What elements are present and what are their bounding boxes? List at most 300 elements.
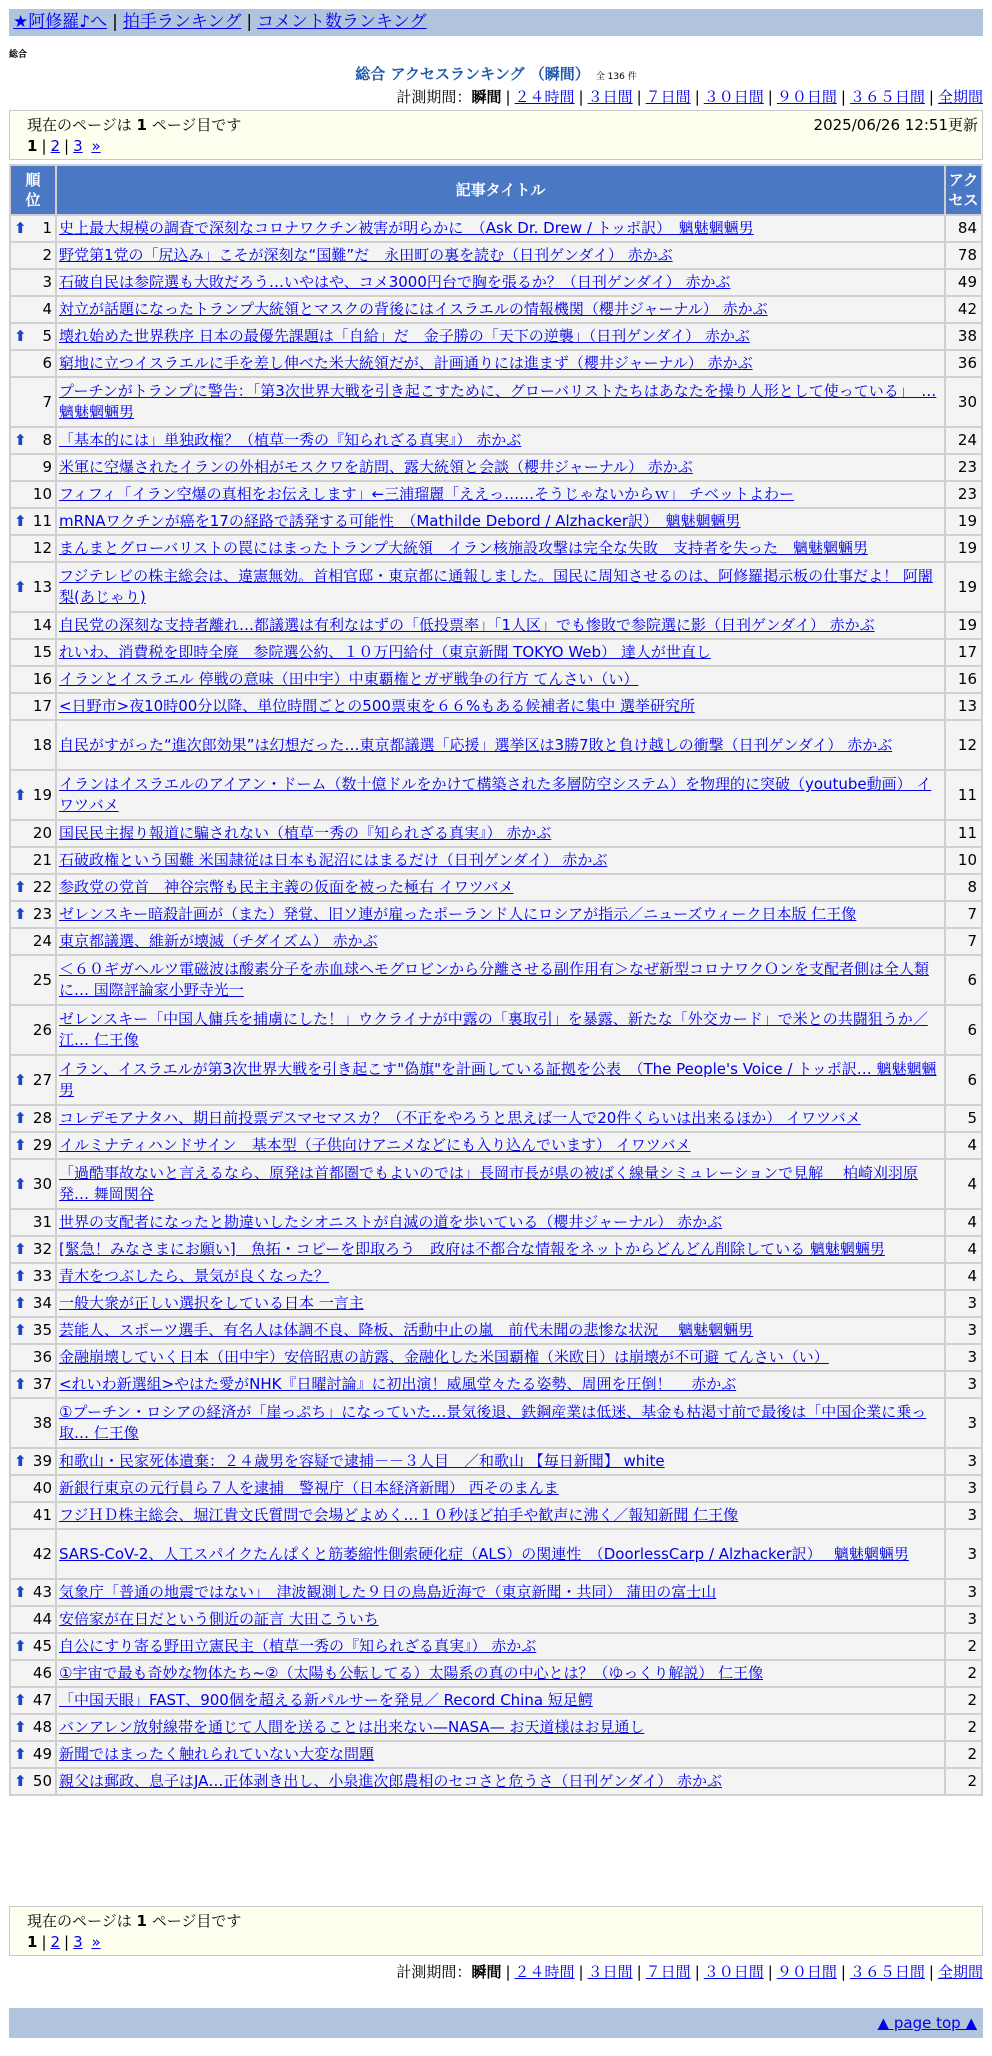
period-link[interactable]: ３日間 — [587, 88, 633, 106]
period-label: 計測期間： — [396, 1963, 472, 1981]
article-link[interactable]: ①宇宙で最も奇妙な物体たち~②（太陽も公転してる）太陽系の真の中心とは？（ゆっくり解説） 仁王像 — [59, 1664, 764, 1682]
rank-up-icon: ⬆ — [14, 1691, 27, 1709]
rank-cell — [11, 1210, 55, 1235]
title-cell — [57, 1345, 944, 1370]
rank-cell — [11, 1530, 55, 1578]
access-count: 3 — [946, 1399, 981, 1447]
period-link[interactable]: ３６５日間 — [849, 1963, 925, 1981]
rank-number: 11 — [32, 512, 52, 530]
pager-link[interactable]: 3 — [73, 137, 83, 155]
rank-up-icon: ⬆ — [14, 219, 27, 237]
title-cell — [57, 613, 944, 638]
rank-up-icon: ⬆ — [14, 1772, 27, 1790]
rank-number: 5 — [42, 327, 52, 345]
title-cell — [57, 721, 944, 769]
access-count: 3 — [946, 1476, 981, 1501]
article-link[interactable]: 野党第1党の「尻込み」こそが深刻な“国難”だ 永田町の裏を読む（日刊ゲンダイ） 赤かぶ — [59, 246, 673, 264]
article-link[interactable]: 「基本的には」単独政権？（植草一秀の『知られざる真実』） 赤かぶ — [59, 431, 522, 449]
rank-cell — [11, 1056, 55, 1104]
period-link[interactable]: ３０日間 — [703, 88, 764, 106]
rank-up-icon: ⬆ — [14, 1583, 27, 1601]
article-link[interactable]: 東京都議選、維新が壊滅（チダイズム） 赤かぶ — [59, 932, 378, 950]
article-link[interactable]: ゼレンスキー暗殺計画が（また）発覚、旧ソ連が雇ったポーランド人にロシアが指示／ニューズウィーク日本版 仁王像 — [59, 905, 857, 923]
access-count: 2 — [946, 1769, 981, 1794]
rank-up-icon: ⬆ — [14, 1136, 27, 1154]
rank-up-icon: ⬆ — [14, 1375, 27, 1393]
rank-cell — [11, 1661, 55, 1686]
title-cell — [57, 324, 944, 349]
rank-cell — [11, 1291, 55, 1316]
pager-current: 1 — [27, 137, 38, 155]
article-link[interactable]: ＜６０ギガヘルツ電磁波は酸素分子を赤血球ヘモグロビンから分離させる副作用有＞なぜ新型コロナワクＯンを支配者側は全人類に… 国際評論家小野寺光一 — [59, 960, 930, 999]
table-row — [11, 1607, 981, 1632]
comment-ranking-link[interactable]: コメント数ランキング — [257, 12, 427, 32]
rank-number: 27 — [32, 1070, 52, 1089]
access-count: 36 — [946, 351, 981, 376]
rank-up-icon: ⬆ — [14, 1070, 27, 1089]
article-link[interactable]: プーチンがトランプに警告：「第3次世界大戦を引き起こすために、グローバリストたちはあなたを操り人形として使っている」 … 魑魅魍魎男 — [59, 382, 937, 421]
period-link[interactable]: ２４時間 — [514, 1963, 575, 1981]
period-separator: | — [578, 1963, 584, 1981]
table-row — [11, 1580, 981, 1605]
clap-ranking-link[interactable]: 拍手ランキング — [122, 12, 242, 32]
rank-number: 7 — [42, 392, 52, 411]
pager-next[interactable]: » — [91, 1933, 101, 1951]
rank-number: 23 — [32, 905, 52, 923]
table-row — [11, 1106, 981, 1131]
rank-number: 34 — [32, 1294, 52, 1312]
rank-cell — [11, 1449, 55, 1474]
table-row — [11, 771, 981, 819]
access-count: 3 — [946, 1372, 981, 1397]
rank-cell — [11, 1318, 55, 1343]
period-link[interactable]: 全期間 — [937, 88, 983, 106]
access-count: 3 — [946, 1291, 981, 1316]
access-count: 3 — [946, 1530, 981, 1578]
table-row — [11, 216, 981, 241]
period-link[interactable]: ２４時間 — [514, 88, 575, 106]
access-count: 49 — [946, 270, 981, 295]
title-cell — [57, 536, 944, 561]
rank-number: 29 — [32, 1136, 52, 1154]
rank-up-icon: ⬆ — [14, 1109, 27, 1127]
table-row — [11, 455, 981, 480]
rank-up-icon: ⬆ — [14, 878, 27, 896]
article-link[interactable]: ①プーチン・ロシアの経済が「崖っぷち」になっていた…景気後退、鉄鋼産業は低迷、基金も枯渇寸前で最後は「中国企業に乗っ取… 仁王像 — [59, 1403, 927, 1442]
rank-number: 18 — [32, 735, 52, 754]
rank-cell — [11, 297, 55, 322]
title-cell — [57, 956, 944, 1004]
rank-cell — [11, 1133, 55, 1158]
table-row — [11, 1318, 981, 1343]
title-header: 記事タイトル — [57, 166, 944, 214]
article-link[interactable]: [緊急！みなさまにお願い] 魚拓・コピーを即取ろう 政府は不都合な情報をネットからどんどん削除している 魑魅魍魎男 — [59, 1240, 885, 1258]
article-link[interactable]: イランはイスラエルのアイアン・ドーム（数十億ドルをかけて構築された多層防空システム）を物理的に突破（youtube動画） イワツバメ — [59, 775, 932, 814]
rank-cell — [11, 1006, 55, 1054]
page-title: 総合 アクセスランキング （瞬間） — [355, 65, 590, 83]
table-row — [11, 1742, 981, 1767]
title-cell — [57, 1607, 944, 1632]
article-link[interactable]: コレデモアナタハ、期日前投票デスマセマスカ？（不正をやろうと思えば一人で20件くらいは出来るほか） イワツバメ — [59, 1109, 861, 1127]
pager-separator: | — [64, 1933, 70, 1951]
rank-up-icon: ⬆ — [14, 905, 27, 923]
article-link[interactable]: 対立が話題になったトランプ大統領とマスクの背後にはイスラエルの情報機関（櫻井ジャーナル） 赤かぶ — [59, 300, 768, 318]
article-link[interactable]: フジＨＤ株主総会、堀江貴文氏質問で会場どよめく…１０秒ほど拍手や歓声に沸く／報知新聞 仁王像 — [59, 1506, 739, 1524]
table-row — [11, 351, 981, 376]
table-row — [11, 509, 981, 534]
rank-number: 43 — [32, 1583, 52, 1601]
title-cell — [57, 875, 944, 900]
title-cell — [57, 428, 944, 453]
rank-number: 32 — [32, 1240, 52, 1258]
rank-number: 22 — [32, 878, 52, 896]
table-row — [11, 694, 981, 719]
rank-up-icon: ⬆ — [14, 1294, 27, 1312]
title-cell — [57, 351, 944, 376]
table-row — [11, 721, 981, 769]
period-link[interactable]: 全期間 — [937, 1963, 983, 1981]
article-link[interactable]: 石破自民は参院選も大敗だろう…いやはや、コメ3000円台で胸を張るか？（日刊ゲンダイ） 赤かぶ — [59, 273, 731, 291]
page-title-row — [9, 63, 983, 84]
rank-number: 19 — [32, 785, 52, 804]
rank-up-icon: ⬆ — [14, 1240, 27, 1258]
rank-number: 28 — [32, 1109, 52, 1127]
article-link[interactable]: 史上最大規模の調査で深刻なコロナワクチン被害が明らかに （Ask Dr. Drew / トッポ訳） 魑魅魍魎男 — [59, 219, 754, 237]
rank-cell — [11, 1688, 55, 1713]
title-cell — [57, 821, 944, 846]
table-row — [11, 1291, 981, 1316]
article-link[interactable]: 窮地に立つイスラエルに手を差し伸べた米大統領だが、計画通りには進まず（櫻井ジャーナル） 赤かぶ — [59, 354, 753, 372]
article-link[interactable]: イランとイスラエル 停戦の意味（田中宇）中東覇権とガザ戦争の行方 てんさい（い） — [59, 670, 639, 688]
table-row — [11, 1345, 981, 1370]
rank-number: 2 — [42, 246, 52, 264]
top-nav-bar — [9, 9, 983, 36]
title-cell — [57, 563, 944, 611]
article-link[interactable]: 自民党の深刻な支持者離れ…都議選は有利なはずの「低投票率」「1人区」でも惨敗で参院選に影（日刊ゲンダイ） 赤かぶ — [59, 616, 875, 634]
rank-up-icon: ⬆ — [14, 1452, 27, 1470]
title-cell — [57, 902, 944, 927]
period-separator: | — [694, 1963, 700, 1981]
rank-number: 47 — [32, 1691, 52, 1709]
rank-up-icon: ⬆ — [14, 1321, 27, 1339]
article-link[interactable]: <れいわ新選組>やはた愛がNHK『日曜討論』に初出演！威風堂々たる姿勢、周囲を圧倒！ 赤かぶ — [59, 1375, 737, 1393]
rank-cell — [11, 428, 55, 453]
access-count: 23 — [946, 455, 981, 480]
period-separator: | — [636, 88, 642, 106]
period-separator: | — [767, 1963, 773, 1981]
rank-cell — [11, 1237, 55, 1262]
period-current: 瞬間 — [471, 88, 502, 106]
rank-number: 10 — [32, 485, 52, 503]
access-count: 10 — [946, 848, 981, 873]
rank-cell — [11, 640, 55, 665]
rank-cell — [11, 821, 55, 846]
access-count: 8 — [946, 875, 981, 900]
rank-number: 45 — [32, 1637, 52, 1655]
title-cell — [57, 216, 944, 241]
period-separator: | — [767, 88, 773, 106]
title-cell — [57, 1688, 944, 1713]
title-cell — [57, 297, 944, 322]
access-count: 2 — [946, 1661, 981, 1686]
period-selector-top — [396, 86, 983, 107]
table-row — [11, 1503, 981, 1528]
rank-up-icon: ⬆ — [14, 577, 27, 596]
rank-cell — [11, 1503, 55, 1528]
access-count: 4 — [946, 1133, 981, 1158]
table-row — [11, 1661, 981, 1686]
article-link[interactable]: 気象庁「普通の地震ではない」 津波観測した９日の鳥島近海で（東京新聞・共同） 蒲田の富士山 — [59, 1583, 717, 1601]
table-row — [11, 848, 981, 873]
table-row — [11, 482, 981, 507]
rank-number: 14 — [32, 616, 52, 634]
table-row — [11, 563, 981, 611]
article-link[interactable]: 壊れ始めた世界秩序 日本の最優先課題は「自給」だ 金子勝の「天下の逆襲」（日刊ゲンダイ） 赤かぶ — [59, 327, 750, 345]
period-link[interactable]: ７日間 — [645, 88, 691, 106]
rank-cell — [11, 378, 55, 426]
table-row — [11, 243, 981, 268]
access-count: 4 — [946, 1210, 981, 1235]
rank-cell — [11, 1399, 55, 1447]
rank-number: 26 — [32, 1020, 52, 1039]
title-cell — [57, 270, 944, 295]
table-row — [11, 1769, 981, 1794]
rank-number: 4 — [42, 300, 52, 318]
access-count: 12 — [946, 721, 981, 769]
table-row — [11, 270, 981, 295]
period-selector-bottom — [396, 1961, 983, 1982]
period-separator: | — [840, 88, 846, 106]
table-row — [11, 956, 981, 1004]
article-link[interactable]: 芸能人、スポーツ選手、有名人は体調不良、降板、活動中止の嵐 前代未聞の悲惨な状況 魑魅魍魎男 — [59, 1321, 754, 1339]
article-link[interactable]: イルミナティハンドサイン 基本型（子供向けアニメなどにも入り込んでいます） イワツバメ — [59, 1136, 691, 1154]
period-separator: | — [694, 88, 700, 106]
rank-header: 順位 — [11, 166, 55, 214]
period-separator: | — [928, 88, 934, 106]
rank-cell — [11, 351, 55, 376]
period-link[interactable]: ７日間 — [645, 1963, 691, 1981]
table-row — [11, 902, 981, 927]
table-row — [11, 1399, 981, 1447]
title-cell — [57, 1503, 944, 1528]
rank-cell — [11, 1160, 55, 1208]
rank-cell — [11, 1769, 55, 1794]
pager-link[interactable]: 2 — [50, 1933, 61, 1951]
rank-cell — [11, 1345, 55, 1370]
rank-cell — [11, 956, 55, 1004]
rank-number: 49 — [32, 1745, 52, 1763]
rank-cell — [11, 848, 55, 873]
article-link[interactable]: 新銀行東京の元行員ら７人を逮捕 警視庁（日本経済新聞） 西そのまんま — [59, 1479, 559, 1497]
access-count: 2 — [946, 1715, 981, 1740]
total-count: 全 136 件 — [595, 72, 637, 82]
rank-up-icon: ⬆ — [14, 512, 27, 530]
access-count: 24 — [946, 428, 981, 453]
title-cell — [57, 694, 944, 719]
access-header: アクセス — [946, 166, 981, 214]
article-link[interactable]: 石破政権という国難 米国隷従は日本も泥沼にはまるだけ（日刊ゲンダイ） 赤かぶ — [59, 851, 608, 869]
rank-cell — [11, 563, 55, 611]
footer-bar — [9, 2008, 983, 2038]
title-cell — [57, 1449, 944, 1474]
article-link[interactable]: 米軍に空爆されたイランの外相がモスクワを訪問、露大統領と会談（櫻井ジャーナル） 赤かぶ — [59, 458, 693, 476]
rank-number: 41 — [32, 1506, 52, 1524]
article-link[interactable]: 自公にすり寄る野田立憲民主（植草一秀の『知られざる真実』） 赤かぶ — [59, 1637, 537, 1655]
category-label: 総合 — [9, 50, 28, 60]
article-link[interactable]: <日野市>夜10時00分以降、単位時間ごとの500票束を６６%もある候補者に集中 選挙研究所 — [59, 697, 695, 715]
rank-number: 15 — [32, 643, 52, 661]
rank-cell — [11, 1742, 55, 1767]
article-link[interactable]: 親父は郵政、息子はJA…正体剥き出し、小泉進次郎農相のセコさと危うさ（日刊ゲンダイ） 赤かぶ — [59, 1772, 722, 1790]
article-link[interactable]: 世界の支配者になったと勘違いしたシオニストが自滅の道を歩いている（櫻井ジャーナル） 赤かぶ — [59, 1213, 723, 1231]
title-cell — [57, 1634, 944, 1659]
home-link[interactable]: ★阿修羅♪へ — [13, 12, 108, 32]
table-row — [11, 324, 981, 349]
article-link[interactable]: 和歌山・民家死体遺棄：２４歳男を容疑で逮捕－－３人目 ／和歌山 【毎日新聞】 white — [59, 1452, 665, 1470]
rank-number: 20 — [32, 824, 52, 842]
access-count: 4 — [946, 1237, 981, 1262]
article-link[interactable]: 自民がすがった“進次郎効果”は幻想だった…東京都議選「応援」選挙区は3勝7敗と負け越しの衝撃（日刊ゲンダイ） 赤かぶ — [59, 735, 893, 754]
access-count: 4 — [946, 1160, 981, 1208]
article-link[interactable]: 一般大衆が正しい選択をしている日本 一言主 — [59, 1294, 364, 1312]
rank-cell — [11, 771, 55, 819]
access-count: 6 — [946, 1056, 981, 1104]
table-row — [11, 613, 981, 638]
access-count: 19 — [946, 613, 981, 638]
table-row — [11, 1530, 981, 1578]
rank-cell — [11, 1372, 55, 1397]
rank-cell — [11, 929, 55, 954]
table-row — [11, 1715, 981, 1740]
table-row — [11, 929, 981, 954]
access-count: 2 — [946, 1688, 981, 1713]
rank-number: 33 — [32, 1267, 52, 1285]
rank-number: 42 — [32, 1544, 52, 1563]
title-cell — [57, 1133, 944, 1158]
title-cell — [57, 1661, 944, 1686]
rank-cell — [11, 721, 55, 769]
period-separator: | — [928, 1963, 934, 1981]
rank-number: 30 — [32, 1174, 52, 1193]
article-link[interactable]: ゼレンスキー「中国人傭兵を捕虜にした！」ウクライナが中露の「裏取引」を暴露、新たな「外交カード」で米との共闘狙うか／江… 仁王像 — [59, 1010, 928, 1049]
pagination-bottom — [27, 1933, 101, 1951]
rank-cell — [11, 667, 55, 692]
rank-cell — [11, 482, 55, 507]
article-link[interactable]: 「中国天眼」FAST、900個を超える新パルサーを発見／ Record China 短足鰐 — [59, 1691, 593, 1709]
table-row — [11, 1133, 981, 1158]
pagination-top — [27, 137, 101, 155]
rank-number: 21 — [32, 851, 52, 869]
table-row — [11, 1237, 981, 1262]
period-link[interactable]: ３６５日間 — [849, 88, 925, 106]
rank-number: 1 — [42, 219, 52, 237]
rank-up-icon: ⬆ — [14, 1267, 27, 1285]
access-count: 4 — [946, 1264, 981, 1289]
access-count: 7 — [946, 902, 981, 927]
article-link[interactable]: 国民民主握り報道に騙されない（植草一秀の『知られざる真実』） 赤かぶ — [59, 824, 552, 842]
article-link[interactable]: バンアレン放射線帯を通じて人間を送ることは出来ない—NASA— お天道様はお見通し — [59, 1718, 645, 1736]
article-link[interactable]: まんまとグローバリストの罠にはまったトランプ大統領 イラン核施設攻撃は完全な失敗 支持者を失った 魑魅魍魎男 — [59, 539, 868, 557]
title-cell — [57, 1264, 944, 1289]
article-link[interactable]: 新聞ではまったく触れられていない大変な問題 — [59, 1745, 375, 1763]
pager-link[interactable]: 2 — [50, 137, 61, 155]
rank-cell — [11, 1476, 55, 1501]
period-link[interactable]: ３０日間 — [703, 1963, 764, 1981]
rank-number: 39 — [32, 1452, 52, 1470]
page-top-link[interactable]: ▲ page top ▲ — [877, 2014, 977, 2032]
table-row — [11, 1372, 981, 1397]
rank-cell — [11, 613, 55, 638]
access-count: 6 — [946, 1006, 981, 1054]
rank-number: 44 — [32, 1610, 52, 1628]
access-count: 2 — [946, 1634, 981, 1659]
title-cell — [57, 1372, 944, 1397]
article-link[interactable]: 安倍家が在日だという側近の証言 大田こういち — [59, 1610, 379, 1628]
ranking-table — [9, 164, 983, 1796]
title-cell — [57, 1715, 944, 1740]
access-count: 3 — [946, 1345, 981, 1370]
rank-number: 38 — [32, 1413, 52, 1432]
article-link[interactable]: フィフィ「イラン空爆の真相をお伝えします」←三浦瑠麗「ええっ……そうじゃないからｗ」 チベットよわー — [59, 485, 794, 503]
period-link[interactable]: ９０日間 — [776, 1963, 837, 1981]
article-link[interactable]: 青木をつぶしたら、景気が良くなった？ — [59, 1267, 330, 1285]
rank-up-icon: ⬆ — [14, 431, 27, 449]
pager-next[interactable]: » — [91, 137, 101, 155]
article-link[interactable]: mRNAワクチンが癌を17の経路で誘発する可能性 （Mathilde Debord / Alzhacker訳） 魑魅魍魎男 — [59, 512, 741, 530]
rank-number: 46 — [32, 1664, 52, 1682]
access-count: 5 — [946, 1106, 981, 1131]
rank-cell — [11, 536, 55, 561]
table-row — [11, 1688, 981, 1713]
access-count: 78 — [946, 243, 981, 268]
article-link[interactable]: れいわ、消費税を即時全廃 参院選公約、１０万円給付（東京新聞 TOKYO Web） 達人が世直し — [59, 643, 711, 661]
rank-number: 48 — [32, 1718, 52, 1736]
period-link[interactable]: ９０日間 — [776, 88, 837, 106]
title-cell — [57, 482, 944, 507]
article-link[interactable]: 金融崩壊していく日本（田中宇）安倍昭恵の訪露、金融化した米国覇権（米欧日）は崩壊が不可避 てんさい（い） — [59, 1348, 829, 1366]
pager-separator: | — [64, 137, 70, 155]
current-page-text: 現在のページは 1 ページ目です — [27, 116, 242, 134]
period-separator: | — [636, 1963, 642, 1981]
rank-cell — [11, 509, 55, 534]
title-cell — [57, 848, 944, 873]
table-row — [11, 1449, 981, 1474]
article-link[interactable]: 「過酷事故ないと言えるなら、原発は首都圏でもよいのでは」長岡市長が県の被ばく線量シミュレーションで見解 柏崎刈羽原発… 舞岡関谷 — [59, 1164, 918, 1203]
article-link[interactable]: SARS-CoV-2、人工スパイクたんぱくと筋萎縮性側索硬化症（ALS）の関連性 （DoorlessCarp / Alzhacker訳） 魑魅魍魎男 — [59, 1544, 909, 1563]
title-cell — [57, 1318, 944, 1343]
table-row — [11, 667, 981, 692]
rank-cell — [11, 1264, 55, 1289]
title-cell — [57, 1476, 944, 1501]
title-cell — [57, 667, 944, 692]
page-info-bottom — [9, 1906, 983, 1956]
access-count: 3 — [946, 1318, 981, 1343]
pager-current: 1 — [27, 1933, 38, 1951]
period-link[interactable]: ３日間 — [587, 1963, 633, 1981]
access-count: 30 — [946, 378, 981, 426]
access-count: 3 — [946, 1580, 981, 1605]
title-cell — [57, 1006, 944, 1054]
rank-cell — [11, 455, 55, 480]
table-row — [11, 1476, 981, 1501]
rank-number: 36 — [32, 1348, 52, 1366]
rank-number: 16 — [32, 670, 52, 688]
pager-link[interactable]: 3 — [73, 1933, 83, 1951]
article-link[interactable]: フジテレビの株主総会は、違憲無効。首相官邸・東京都に通報しました。国民に周知させるのは、阿修羅掲示板の仕事だよ！ 阿闍梨(あじゃり) — [59, 567, 933, 606]
article-link[interactable]: 参政党の党首 神谷宗幣も民主主義の仮面を被った極右 イワツバメ — [59, 878, 514, 896]
article-link[interactable]: イラン、イスラエルが第3次世界大戦を引き起こす"偽旗"を計画している証拠を公表 （The People's Voice / トッポ訳… 魑魅魍魎男 — [59, 1060, 937, 1099]
table-row — [11, 378, 981, 426]
